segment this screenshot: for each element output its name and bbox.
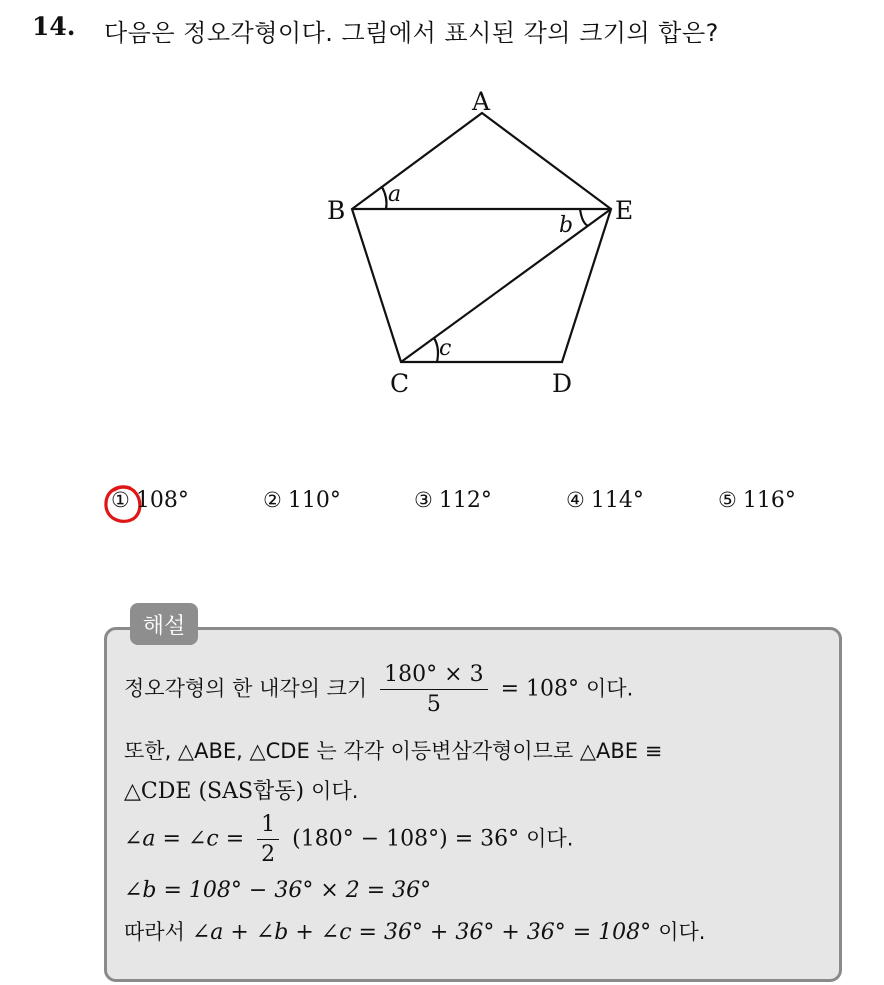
fraction-numerator: 1 [257,812,279,840]
choice-3[interactable] [414,488,492,513]
choice-4-value: 114° [590,488,644,513]
question-text: 다음은 정오각형이다. 그림에서 표시된 각의 크기의 합은? [104,19,719,47]
angle-label-c: c [439,336,452,361]
solution-line-6-suffix: 이다. [658,920,706,944]
choice-1-mark: ① [111,488,130,512]
solution-tab: 해설 [130,603,198,645]
fraction-numerator: 180° × 3 [380,662,487,690]
choice-5[interactable] [718,488,796,513]
choice-2[interactable] [263,488,341,513]
solution-line-1-result: = 108° [500,676,580,702]
solution-line-3-math: △CDE (SAS합동) [124,779,305,804]
angle-label-a: a [388,182,402,207]
choice-3-mark: ③ [414,488,433,512]
choice-2-value: 110° [287,488,341,513]
solution-line-1-fraction [380,662,487,717]
solution-line-4-fraction [257,812,279,867]
vertex-label-c: C [390,369,410,398]
solution-line-6-math: ∠a + ∠b + ∠c = 36° + 36° + 36° = 108° [191,920,652,945]
choice-3-value: 112° [438,488,492,513]
angle-arc-a [382,187,387,209]
solution-line-1-suffix: 이다. [586,676,634,701]
vertex-label-b: B [327,196,346,225]
choice-4[interactable] [566,488,644,513]
solution-line-6-prefix: 따라서 [124,920,185,944]
solution-line-6 [124,916,705,946]
angle-arc-c [434,338,438,362]
diagonal-ce [401,209,611,362]
choice-2-mark: ② [263,488,282,512]
answer-choices [0,488,884,524]
angle-arc-b [580,209,588,226]
choice-1-value: 108° [135,488,189,513]
solution-line-4-lhs: ∠a = ∠c = [124,826,245,852]
fraction-denominator: 2 [261,842,276,867]
choice-5-value: 116° [742,488,796,513]
choice-1[interactable] [111,488,189,513]
solution-line-4-suffix: 이다. [526,826,574,851]
solution-line-5: ∠b = 108° − 36° × 2 = 36° [124,878,432,903]
solution-line-3-suffix: 이다. [311,779,359,803]
vertex-label-e: E [615,196,634,225]
pentagon-figure [0,0,884,420]
choice-5-mark: ⑤ [718,488,737,512]
solution-line-1-prefix: 정오각형의 한 내각의 크기 [124,676,368,701]
angle-label-b: b [559,213,574,238]
solution-line-2: 또한, △ABE, △CDE 는 각각 이등변삼각형이므로 △ABE ≡ [124,739,663,763]
solution-line-1 [124,662,633,717]
vertex-label-d: D [552,369,573,398]
solution-line-4-rhs: (180° − 108°) = 36° [292,826,520,852]
fraction-denominator: 5 [426,692,441,717]
solution-line-4 [124,812,573,867]
question-number: 14. [32,12,76,41]
vertex-label-a: A [472,87,491,116]
choice-4-mark: ④ [566,488,585,512]
solution-line-3 [124,774,358,805]
